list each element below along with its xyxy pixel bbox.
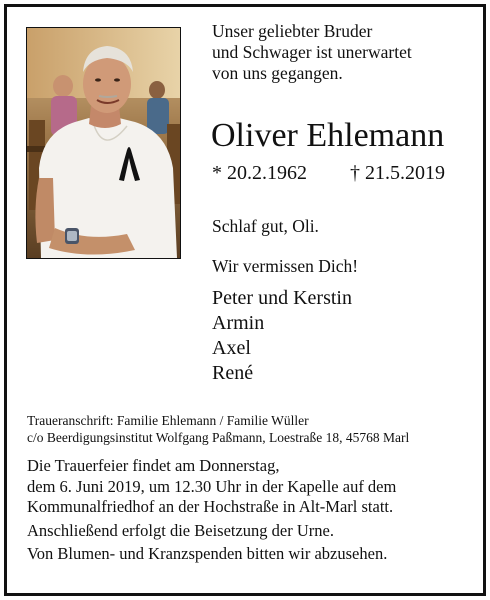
address-line: Traueranschrift: Familie Ehlemann / Familie Wüller: [27, 413, 309, 428]
ceremony-line: Kommunalfriedhof an der Hochstraße in Alt-Marl statt.: [27, 497, 394, 516]
ceremony-info: [27, 456, 396, 565]
mourner-name: Armin: [212, 312, 265, 334]
mourner-name: Peter und Kerstin: [212, 287, 352, 309]
birth-date: * 20.2.1962: [212, 162, 307, 184]
mourners-list: [212, 286, 352, 386]
portrait-photo: [26, 27, 181, 259]
ceremony-line: Von Blumen- und Kranzspenden bitten wir abzusehen.: [27, 544, 388, 563]
death-date: † 21.5.2019: [350, 162, 445, 184]
farewell-text: Schlaf gut, Oli.: [212, 216, 319, 236]
intro-line: und Schwager ist unerwartet: [212, 42, 412, 62]
miss-you-text: Wir vermissen Dich!: [212, 256, 359, 276]
ceremony-line: Die Trauerfeier findet am Donnerstag,: [27, 456, 280, 475]
mourning-address: [27, 412, 409, 446]
mourner-name: Axel: [212, 337, 251, 359]
intro-text: [212, 21, 472, 84]
deceased-name: Oliver Ehlemann: [211, 117, 445, 154]
intro-line: Unser geliebter Bruder: [212, 21, 373, 41]
address-line: c/o Beerdigungsinstitut Wolfgang Paßmann, Loestraße 18, 45768 Marl: [27, 430, 410, 445]
ceremony-line: dem 6. Juni 2019, um 12.30 Uhr in der Kapelle auf dem: [27, 476, 397, 496]
mourner-name: René: [212, 362, 254, 384]
intro-line: von uns gegangen.: [212, 63, 343, 83]
ceremony-line: Anschließend erfolgt die Beisetzung der Urne.: [27, 520, 334, 540]
